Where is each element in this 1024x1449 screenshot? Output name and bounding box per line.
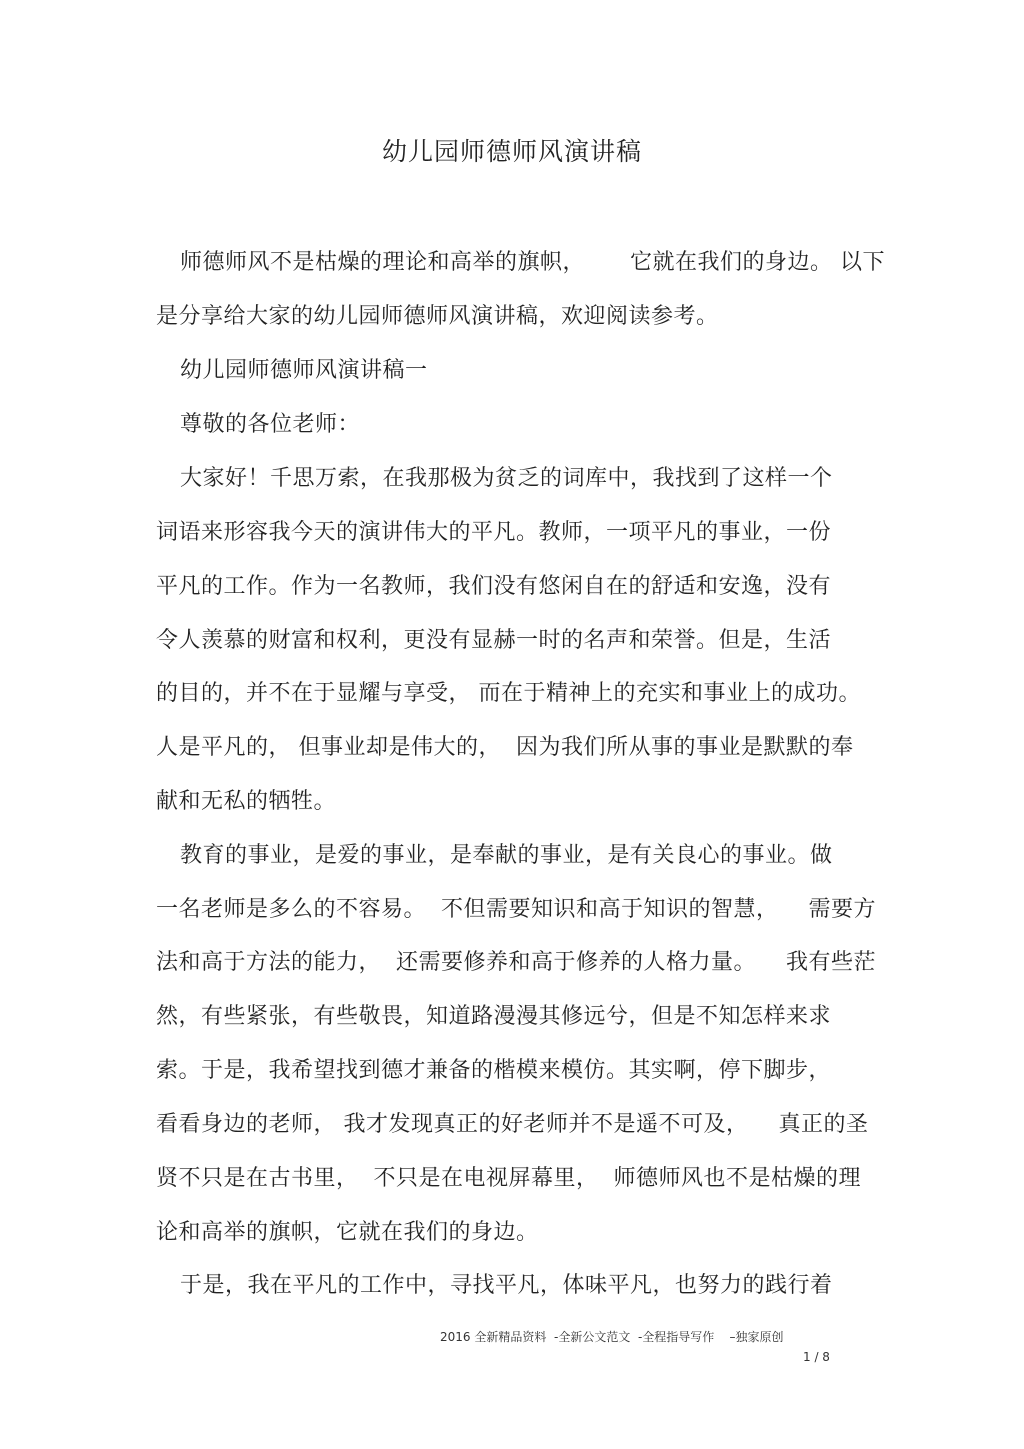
section-heading: 幼儿园师德师风演讲稿一	[180, 358, 428, 383]
paragraph-line: 教育的事业，是爱的事业，是奉献的事业，是有关良心的事业。做	[180, 843, 833, 868]
page-number: 1 / 8	[803, 1350, 830, 1364]
paragraph-line: 看看身边的老师， 我才发现真正的好老师并不是遥不可及， 真正的圣	[156, 1112, 869, 1137]
paragraph-line: 师德师风不是枯燥的理论和高举的旗帜， 它就在我们的身边。 以下	[180, 250, 885, 275]
paragraph-line: 于是，我在平凡的工作中，寻找平凡，体味平凡，也努力的践行着	[180, 1273, 833, 1298]
paragraph-line: 法和高于方法的能力， 还需要修养和高于修养的人格力量。 我有些茫	[156, 950, 876, 975]
paragraph-line: 令人羡慕的财富和权利，更没有显赫一时的名声和荣誉。但是，生活	[156, 628, 832, 653]
document-title: 幼儿园师德师风演讲稿	[381, 137, 642, 166]
paragraph-line: 平凡的工作。作为一名教师，我们没有悠闲自在的舒适和安逸，没有	[156, 574, 832, 599]
paragraph-line: 贤不只是在古书里， 不只是在电视屏幕里， 师德师风也不是枯燥的理	[156, 1166, 861, 1191]
paragraph-line: 大家好！千思万索，在我那极为贫乏的词库中，我找到了这样一个	[180, 466, 833, 491]
paragraph-line: 献和无私的牺牲。	[156, 789, 337, 814]
paragraph-line: 一名老师是多么的不容易。 不但需要知识和高于知识的智慧， 需要方	[156, 897, 876, 922]
paragraph-line: 词语来形容我今天的演讲伟大的平凡。教师，一项平凡的事业，一份	[156, 520, 832, 545]
paragraph-line: 索。于是，我希望找到德才兼备的楷模来模仿。其实啊，停下脚步，	[156, 1058, 832, 1083]
paragraph-line: 的目的，并不在于显耀与享受， 而在于精神上的充实和事业上的成功。	[156, 681, 861, 706]
paragraph-line: 是分享给大家的幼儿园师德师风演讲稿，欢迎阅读参考。	[156, 304, 719, 329]
paragraph-line: 人是平凡的， 但事业却是伟大的， 因为我们所从事的事业是默默的奉	[156, 735, 854, 760]
salutation: 尊敬的各位老师：	[180, 412, 361, 437]
paragraph-line: 然，有些紧张，有些敬畏，知道路漫漫其修远兮，但是不知怎样来求	[156, 1004, 832, 1029]
footer-note: 2016 全新精品资料 -全新公文范文 -全程指导写作 –独家原创	[440, 1330, 784, 1344]
paragraph-line: 论和高举的旗帜，它就在我们的身边。	[156, 1220, 539, 1245]
